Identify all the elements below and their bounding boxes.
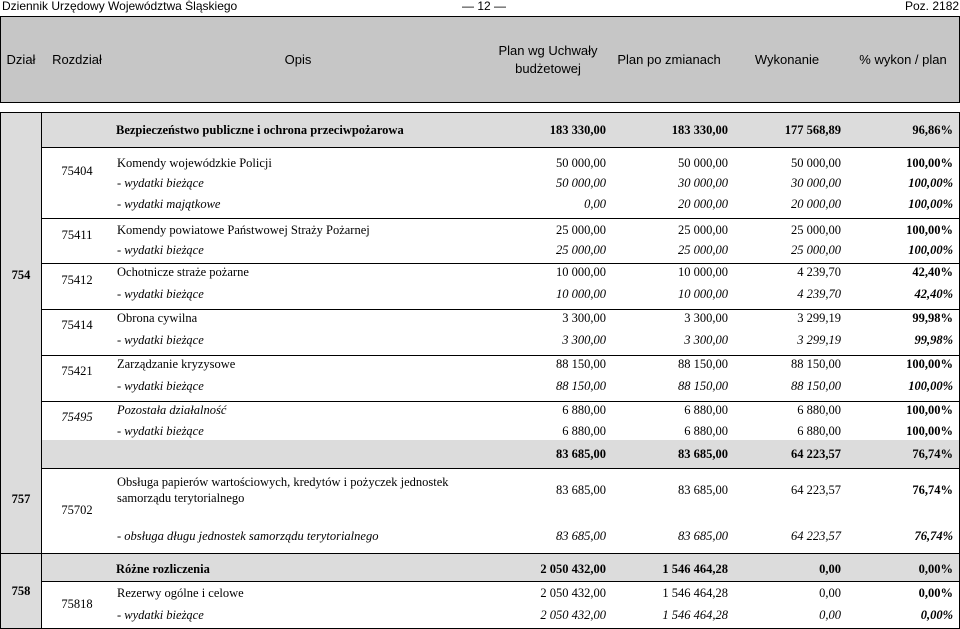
rozdzial-code: 75411 xyxy=(61,228,93,242)
rozdzial-code: 75818 xyxy=(61,597,93,611)
value-percent: 76,74% xyxy=(914,529,953,543)
rozdzial-code: 75404 xyxy=(61,164,93,178)
value-plan: 0,00 xyxy=(584,197,606,211)
value-plan-changed: 10 000,00 xyxy=(678,265,728,279)
value-plan: 183 330,00 xyxy=(549,123,606,137)
row-label: - wydatki bieżące xyxy=(117,176,204,190)
value-execution: 0,00 xyxy=(819,562,841,576)
value-execution: 4 239,70 xyxy=(797,265,841,279)
value-plan: 2 050 432,00 xyxy=(540,608,606,622)
divider xyxy=(42,355,959,356)
table-header xyxy=(0,16,960,103)
position-number: Poz. 2182 xyxy=(905,0,960,13)
value-percent: 100,00% xyxy=(908,243,953,257)
value-plan: 10 000,00 xyxy=(556,287,606,301)
value-plan-changed: 1 546 464,28 xyxy=(662,586,728,600)
row-label: - wydatki bieżące xyxy=(117,379,204,393)
value-plan: 3 300,00 xyxy=(562,333,606,347)
value-plan-changed: 1 546 464,28 xyxy=(662,562,728,576)
value-percent: 100,00% xyxy=(908,176,953,190)
journal-title: Dziennik Urzędowy Województwa Śląskiego xyxy=(2,0,238,13)
divider xyxy=(42,263,959,264)
header-wykonanie: Wykonanie xyxy=(754,51,820,67)
value-plan-changed: 50 000,00 xyxy=(678,156,728,170)
section-title-row xyxy=(112,113,959,147)
row-label: - wydatki bieżące xyxy=(117,424,204,438)
value-plan: 50 000,00 xyxy=(556,176,606,190)
rozdzial-code: 75412 xyxy=(61,273,93,287)
value-execution: 50 000,00 xyxy=(791,156,841,170)
header-dzial: Dział xyxy=(6,51,36,67)
value-plan: 10 000,00 xyxy=(556,265,606,279)
value-plan-changed: 88 150,00 xyxy=(678,357,728,371)
row-label: Zarządzanie kryzysowe xyxy=(117,357,236,371)
value-plan-changed: 83 685,00 xyxy=(678,447,728,461)
value-execution: 64 223,57 xyxy=(791,483,841,497)
divider xyxy=(42,468,959,469)
value-percent: 100,00% xyxy=(906,156,953,170)
dzial-cell xyxy=(1,113,42,440)
rozdzial-blank xyxy=(42,113,113,147)
value-execution: 6 880,00 xyxy=(797,403,841,417)
value-percent: 100,00% xyxy=(906,403,953,417)
value-plan-changed: 3 300,00 xyxy=(684,311,728,325)
section-758 xyxy=(0,554,960,629)
value-plan-changed: 83 685,00 xyxy=(678,529,728,543)
dzial-code: 754 xyxy=(11,268,31,282)
value-percent: 99,98% xyxy=(912,311,953,325)
value-percent: 99,98% xyxy=(914,333,953,347)
row-label-continued: samorządu terytorialnego xyxy=(117,491,245,505)
value-execution: 64 223,57 xyxy=(791,529,841,543)
value-plan-changed: 183 330,00 xyxy=(671,123,728,137)
value-execution: 25 000,00 xyxy=(791,223,841,237)
row-label: - wydatki bieżące xyxy=(117,243,204,257)
value-execution: 3 299,19 xyxy=(797,333,841,347)
value-execution: 4 239,70 xyxy=(797,287,841,301)
divider xyxy=(42,147,959,148)
value-percent: 100,00% xyxy=(908,197,953,211)
value-plan-changed: 88 150,00 xyxy=(678,379,728,393)
divider xyxy=(42,401,959,402)
value-plan-changed: 6 880,00 xyxy=(684,403,728,417)
value-plan: 2 050 432,00 xyxy=(540,586,606,600)
rozdzial-code: 75421 xyxy=(61,364,93,378)
value-percent: 42,40% xyxy=(914,287,953,301)
dzial-cell xyxy=(1,554,42,628)
value-execution: 177 568,89 xyxy=(784,123,841,137)
value-plan-changed: 1 546 464,28 xyxy=(662,608,728,622)
value-percent: 96,86% xyxy=(912,123,953,137)
value-percent: 100,00% xyxy=(908,379,953,393)
dzial-cell xyxy=(1,440,42,553)
value-plan: 88 150,00 xyxy=(556,357,606,371)
divider xyxy=(42,218,959,219)
header-plan-uchwaly: Plan wg Uchwały budżetowej xyxy=(498,42,598,76)
divider xyxy=(42,581,959,582)
rozdzial-column xyxy=(42,148,112,440)
value-execution: 6 880,00 xyxy=(797,424,841,438)
dzial-code: 757 xyxy=(11,492,31,506)
value-plan-changed: 25 000,00 xyxy=(678,243,728,257)
value-percent: 100,00% xyxy=(906,357,953,371)
value-plan: 3 300,00 xyxy=(562,311,606,325)
value-plan-changed: 3 300,00 xyxy=(684,333,728,347)
value-plan: 2 050 432,00 xyxy=(540,562,606,576)
value-percent: 76,74% xyxy=(912,447,953,461)
value-plan-changed: 83 685,00 xyxy=(678,483,728,497)
value-execution: 0,00 xyxy=(819,586,841,600)
row-label: - obsługa długu jednostek samorządu terytorialnego xyxy=(117,529,379,543)
value-plan: 6 880,00 xyxy=(562,403,606,417)
value-plan: 83 685,00 xyxy=(556,447,606,461)
row-label: - wydatki majątkowe xyxy=(117,197,221,211)
value-plan: 25 000,00 xyxy=(556,243,606,257)
value-plan-changed: 10 000,00 xyxy=(678,287,728,301)
value-plan: 25 000,00 xyxy=(556,223,606,237)
row-label: Obrona cywilna xyxy=(117,311,198,325)
value-execution: 3 299,19 xyxy=(797,311,841,325)
rozdzial-code: 75414 xyxy=(61,318,93,332)
section-title: Różne rozliczenia xyxy=(116,562,210,576)
rozdzial-blank xyxy=(42,440,113,468)
section-757 xyxy=(0,440,960,554)
value-percent: 76,74% xyxy=(912,483,953,497)
value-plan-changed: 6 880,00 xyxy=(684,424,728,438)
value-plan: 83 685,00 xyxy=(556,529,606,543)
rozdzial-code: 75495 xyxy=(61,410,93,424)
value-percent: 42,40% xyxy=(912,265,953,279)
row-label: Ochotnicze straże pożarne xyxy=(117,265,249,279)
value-plan-changed: 30 000,00 xyxy=(678,176,728,190)
row-label: Komendy powiatowe Państwowej Straży Pożarnej xyxy=(117,223,370,237)
section-title: Bezpieczeństwo publiczne i ochrona przeciwpożarowa xyxy=(116,123,404,137)
rozdzial-code: 75702 xyxy=(61,503,93,517)
header-procent: % wykon / plan xyxy=(859,51,947,67)
row-label: Obsługa papierów wartościowych, kredytów i pożyczek jednostek xyxy=(117,475,449,489)
value-execution: 88 150,00 xyxy=(791,357,841,371)
section-754 xyxy=(0,112,960,441)
value-plan: 50 000,00 xyxy=(556,156,606,170)
row-label: - wydatki bieżące xyxy=(117,287,204,301)
section-title-row xyxy=(112,440,959,468)
dzial-code: 758 xyxy=(11,584,31,598)
value-plan-changed: 20 000,00 xyxy=(678,197,728,211)
value-execution: 25 000,00 xyxy=(791,243,841,257)
row-label: Komendy wojewódzkie Policji xyxy=(117,156,272,170)
value-plan-changed: 25 000,00 xyxy=(678,223,728,237)
rozdzial-blank xyxy=(42,554,113,581)
value-percent: 100,00% xyxy=(906,223,953,237)
section-title-row xyxy=(112,554,959,581)
value-percent: 0,00% xyxy=(920,608,953,622)
value-plan: 88 150,00 xyxy=(556,379,606,393)
divider xyxy=(42,309,959,310)
value-percent: 0,00% xyxy=(918,562,953,576)
value-execution: 30 000,00 xyxy=(791,176,841,190)
row-label: - wydatki bieżące xyxy=(117,333,204,347)
value-plan: 83 685,00 xyxy=(556,483,606,497)
value-percent: 100,00% xyxy=(906,424,953,438)
value-percent: 0,00% xyxy=(918,586,953,600)
header-rozdzial: Rozdział xyxy=(52,51,102,67)
running-header xyxy=(0,0,960,14)
header-opis: Opis xyxy=(284,51,312,67)
value-plan: 6 880,00 xyxy=(562,424,606,438)
value-execution: 20 000,00 xyxy=(791,197,841,211)
row-label: Rezerwy ogólne i celowe xyxy=(117,586,244,600)
page-number: — 12 — xyxy=(462,0,507,13)
value-execution: 64 223,57 xyxy=(791,447,841,461)
row-label: - wydatki bieżące xyxy=(117,608,204,622)
value-execution: 0,00 xyxy=(819,608,841,622)
header-plan-zmiany: Plan po zmianach xyxy=(617,51,721,67)
row-label: Pozostała działalność xyxy=(117,403,227,417)
value-execution: 88 150,00 xyxy=(791,379,841,393)
